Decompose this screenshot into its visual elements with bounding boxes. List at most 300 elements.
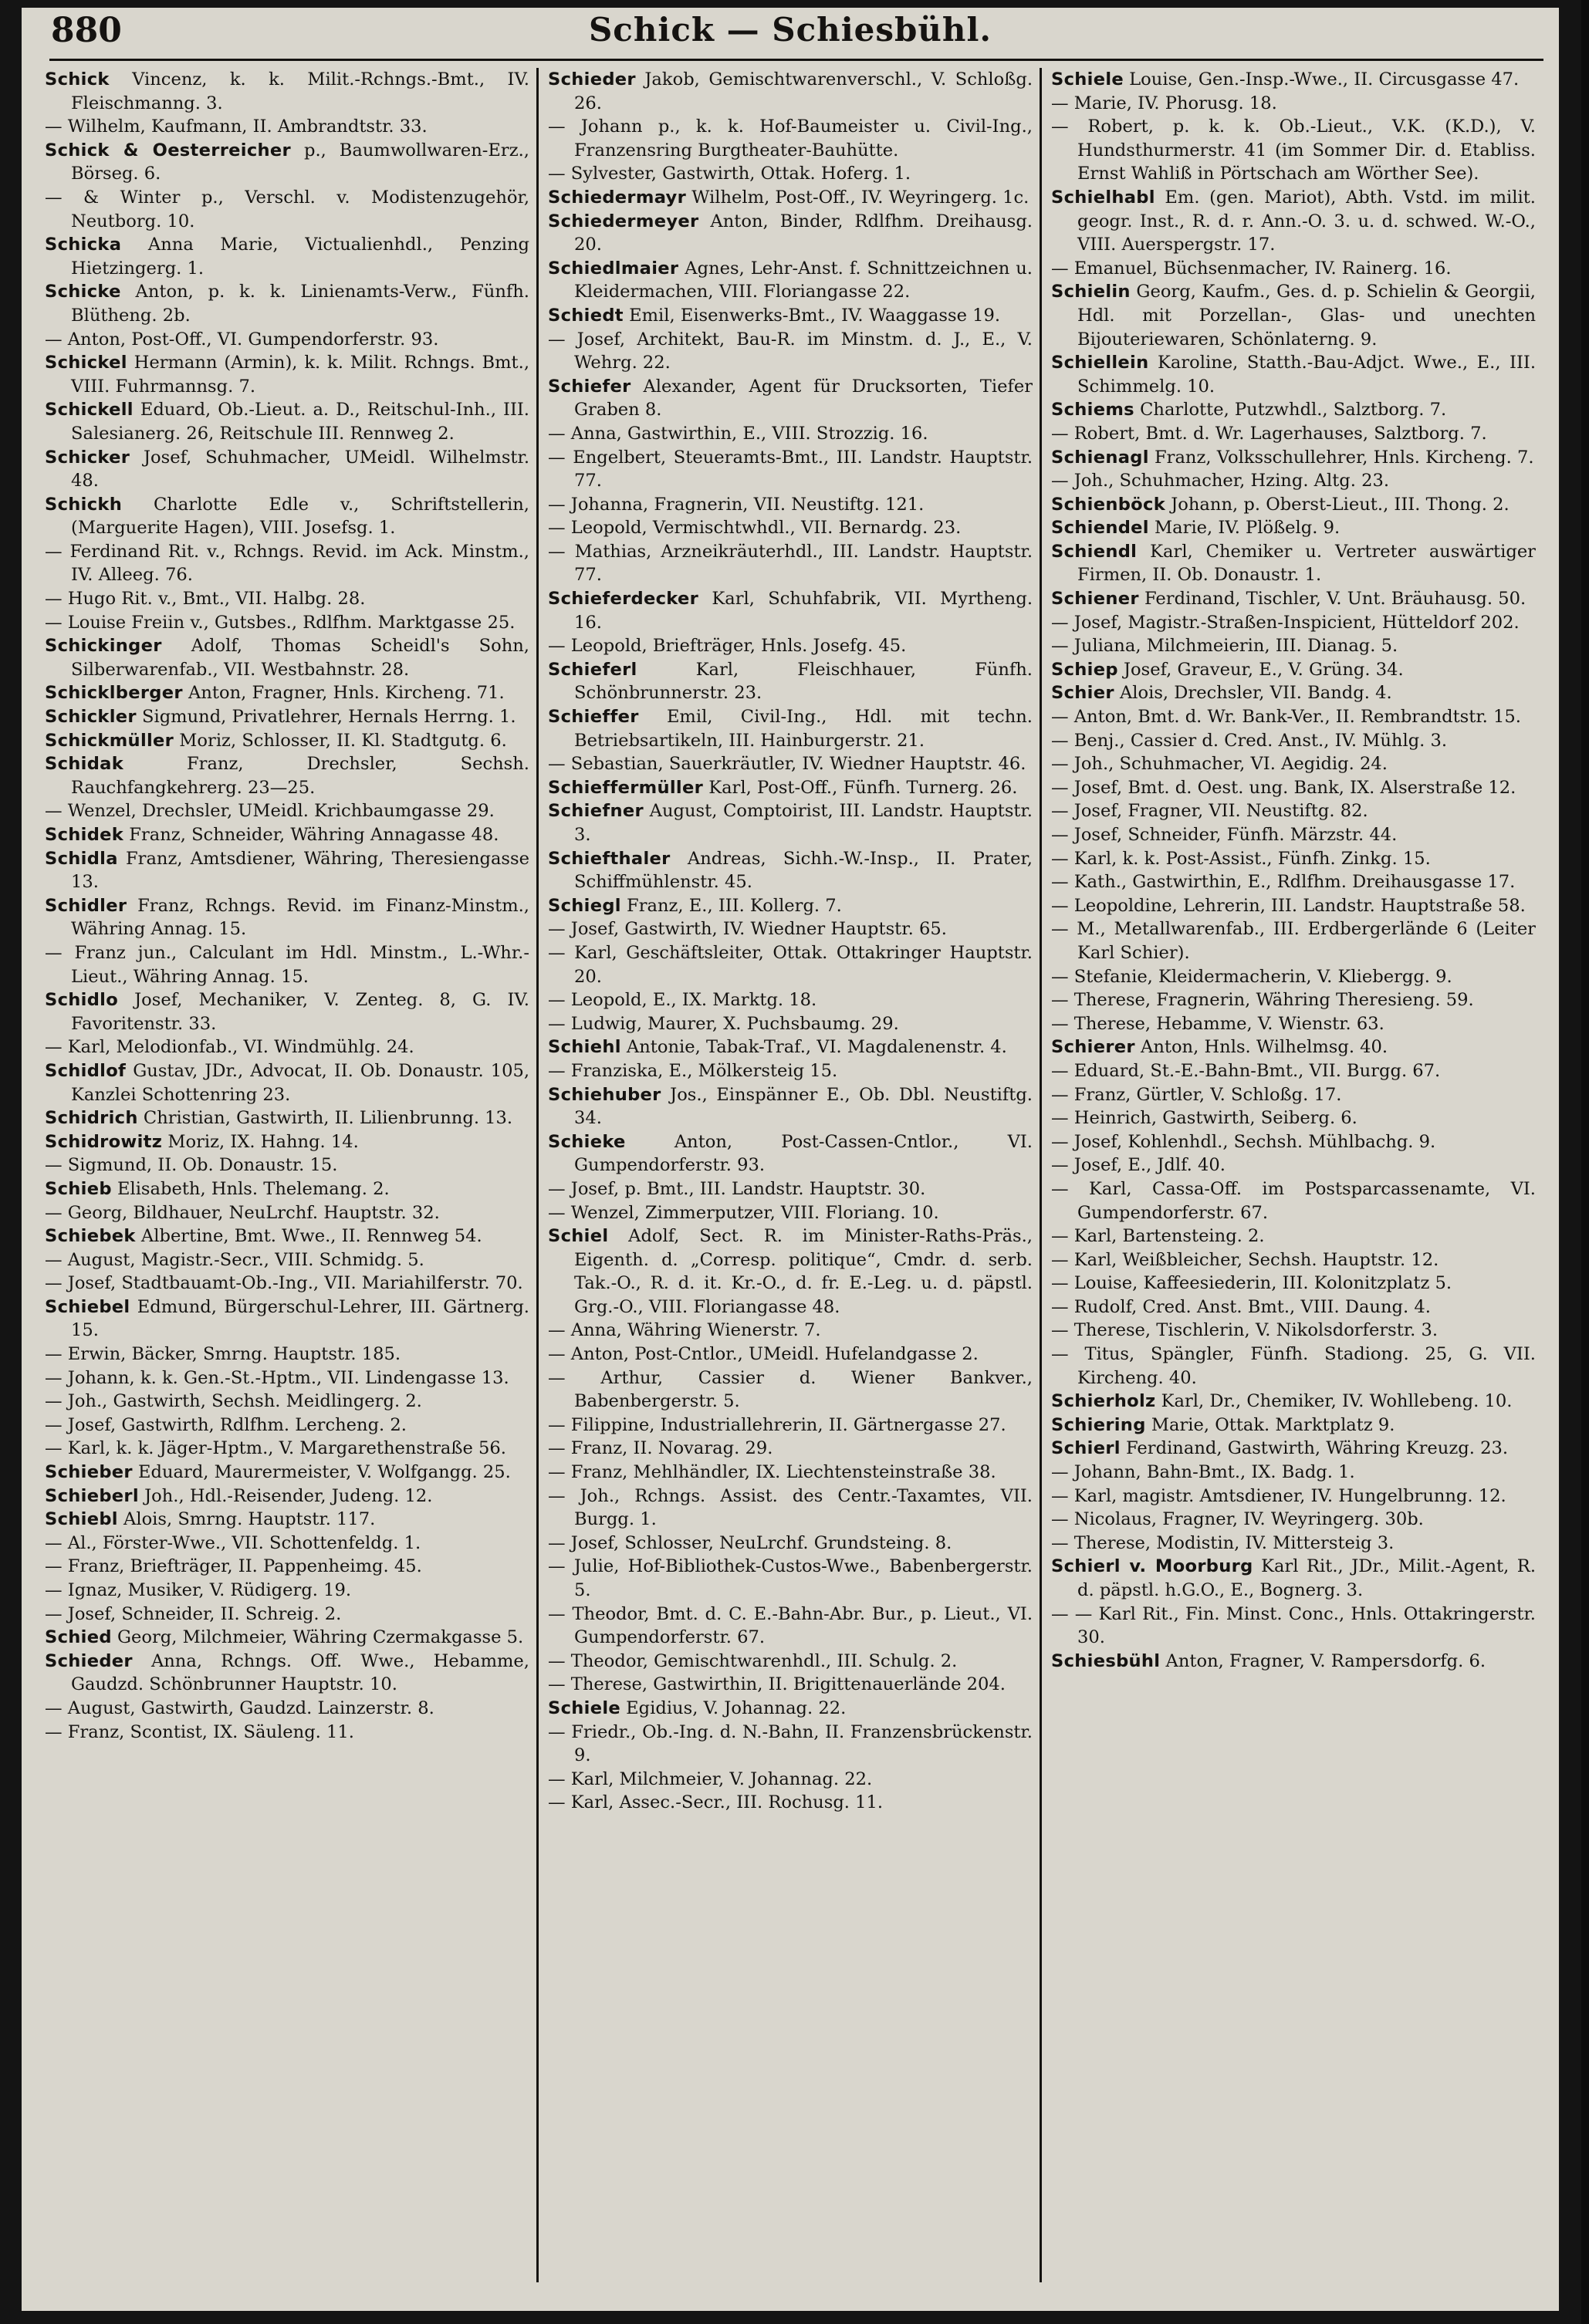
entry-surname: Schieder [548, 69, 636, 90]
entry-text: Franz, Rchngs. Revid. im Finanz-Minstm., Währing Annag. 15. [71, 895, 529, 940]
entry-text: — Louise Freiin v., Gutsbes., Rdlfhm. Marktgasse 25. [45, 612, 516, 633]
entry-surname: Schiems [1051, 400, 1134, 421]
entry-text: Franz, Schneider, Währing Annagasse 48. [123, 825, 499, 845]
directory-entry [548, 1650, 1033, 1674]
directory-entry [548, 1343, 1033, 1366]
entry-text: Marie, IV. Plößelg. 9. [1148, 518, 1341, 539]
directory-entry [548, 1532, 1033, 1556]
entry-text: Karl Rit., JDr., Milit.-Agent, R. d. päpstl. h.G.O., E., Bognerg. 3. [1077, 1556, 1536, 1600]
directory-entry [548, 1130, 1033, 1177]
directory-entry [45, 1295, 529, 1343]
entry-text: Antonie, Tabak-Traf., VI. Magdalenenstr. 4. [620, 1037, 1007, 1058]
directory-entry [1051, 469, 1536, 493]
entry-text: — Robert, p. k. k. Ob.-Lieut., V.K. (K.D.), V. Hundsthurmerstr. 41 (im Sommer Dir. d. Etabliss. Ernst Wahliß in Pörtschach am Wörther See). [1051, 117, 1536, 184]
directory-entry [1051, 1485, 1536, 1508]
directory-entry [45, 1201, 529, 1225]
entry-surname: Schieder [45, 1650, 133, 1671]
directory-entry [45, 941, 529, 988]
entry-surname: Schicklberger [45, 683, 183, 704]
directory-entry [45, 1650, 529, 1697]
column-3 [1051, 68, 1536, 2290]
directory-entry [45, 351, 529, 398]
entry-text: — Franz, Mehlhändler, IX. Liechtensteinstraße 38. [548, 1462, 996, 1483]
directory-entry [1051, 257, 1536, 281]
entry-text: Adolf, Sect. R. im Minister-Raths-Präs., Eigenth. d. „Corresp. politique“, Cmdr. d. serb. Tak.-O., R. d. it. Kr.-O., d. fr. E.-Leg. u. d. päpstl. Grg.-O., VIII. Floriangasse 48. [574, 1226, 1033, 1317]
directory-entry [1051, 446, 1536, 470]
entry-surname: Schiebel [45, 1296, 130, 1317]
entry-text: — Franz, II. Novarag. 29. [548, 1438, 773, 1459]
directory-entry [1051, 965, 1536, 989]
directory-entry [548, 1177, 1033, 1201]
directory-entry [45, 1626, 529, 1650]
entry-text: Anton, p. k. k. Linienamts-Verw., Fünfh. Blütheng. 2b. [71, 282, 529, 326]
entry-surname: Schielin [1051, 282, 1131, 302]
page-header [22, 8, 1559, 56]
directory-entry [548, 894, 1033, 918]
entry-surname: Schiehl [548, 1037, 621, 1058]
entry-text: — Benj., Cassier d. Cred. Anst., IV. Mühlg. 3. [1051, 730, 1448, 751]
directory-entry [548, 1224, 1033, 1319]
entry-text: Anna Marie, Victualienhdl., Penzing Hietzingerg. 1. [71, 235, 529, 279]
entry-surname: Schick [45, 69, 110, 90]
entry-text: — Franz, Scontist, IX. Säuleng. 11. [45, 1721, 354, 1742]
entry-text: — Karl, magistr. Amtsdiener, IV. Hungelbrunng. 12. [1051, 1485, 1506, 1506]
entry-text: Moriz, IX. Hahng. 14. [162, 1131, 359, 1152]
directory-entry [45, 68, 529, 115]
directory-entry [1051, 1414, 1536, 1437]
entry-text: Karl, Chemiker u. Vertreter auswärtiger Firmen, II. Ob. Donaustr. 1. [1077, 541, 1536, 586]
entry-text: — Leopold, E., IX. Marktg. 18. [548, 990, 817, 1011]
entry-text: — Franziska, E., Mölkersteig 15. [548, 1060, 838, 1081]
entry-surname: Schienagl [1051, 447, 1149, 468]
entry-text: — Titus, Spängler, Fünfh. Stadiong. 25, G. VII. Kircheng. 40. [1051, 1344, 1536, 1388]
directory-entry [45, 139, 529, 186]
directory-entry [1051, 1177, 1536, 1224]
directory-entry [548, 988, 1033, 1012]
entry-text: — Arthur, Cassier d. Wiener Bankver., Babenbergerstr. 5. [548, 1367, 1033, 1412]
directory-entry [45, 493, 529, 540]
directory-entry [45, 799, 529, 823]
directory-entry [45, 1532, 529, 1556]
entry-surname: Schiedermayr [548, 187, 687, 208]
directory-entry [548, 1697, 1033, 1721]
directory-entry [548, 1366, 1033, 1414]
directory-entry [45, 1485, 529, 1508]
entry-surname: Schieferl [548, 659, 637, 680]
directory-entry [45, 1248, 529, 1272]
entry-text: Karl, Fleischhauer, Fünfh. Schönbrunnerstr. 23. [574, 659, 1033, 704]
entry-text: Moriz, Schlosser, II. Kl. Stadtgutg. 6. [174, 730, 507, 751]
entry-surname: Schickel [45, 353, 127, 373]
directory-entry [548, 752, 1033, 776]
entry-text: Karl, Dr., Chemiker, IV. Wohllebeng. 10. [1155, 1391, 1513, 1412]
directory-entry [45, 1603, 529, 1626]
directory-entry [45, 233, 529, 280]
entry-text: Anton, Post-Cassen-Cntlor., VI. Gumpendorferstr. 93. [574, 1131, 1033, 1176]
directory-entry [548, 917, 1033, 941]
entry-text: — Marie, IV. Phorusg. 18. [1051, 93, 1277, 113]
entry-surname: Schidla [45, 848, 118, 869]
entry-surname: Schiep [1051, 659, 1118, 680]
entry-text: — Joh., Schuhmacher, Hzing. Altg. 23. [1051, 471, 1390, 491]
entry-text: — Karl, Cassa-Off. im Postsparcassenamte, VI. Gumpendorferstr. 67. [1051, 1178, 1536, 1223]
entry-text: Johann, p. Oberst-Lieut., III. Thong. 2. [1165, 494, 1510, 515]
entry-text: Gustav, JDr., Advocat, II. Ob. Donaustr. 105, Kanzlei Schottenring 23. [71, 1060, 529, 1105]
entry-text: Andreas, Sichh.-W.-Insp., II. Prater, Schiffmühlenstr. 45. [574, 848, 1033, 893]
directory-entry [1051, 681, 1536, 705]
entry-text: — Erwin, Bäcker, Smrng. Hauptstr. 185. [45, 1344, 401, 1365]
entry-text: — Ferdinand Rit. v., Rchngs. Revid. im Ack. Minstm., IV. Alleeg. 76. [45, 541, 529, 586]
directory-entry [45, 446, 529, 493]
directory-entry [1051, 1248, 1536, 1272]
entry-surname: Schiellein [1051, 353, 1149, 373]
directory-entry [45, 1555, 529, 1579]
directory-entry [1051, 1532, 1536, 1556]
entry-text: Agnes, Lehr-Anst. f. Schnittzeichnen u. Kleidermachen, VIII. Floriangasse 22. [574, 258, 1033, 302]
entry-surname: Schidlof [45, 1060, 127, 1081]
entry-text: Ferdinand, Tischler, V. Unt. Bräuhausg. 50. [1138, 589, 1526, 610]
entry-surname: Schiebek [45, 1226, 136, 1247]
directory-entry [45, 1035, 529, 1059]
directory-entry [1051, 1295, 1536, 1319]
directory-entry [45, 681, 529, 705]
entry-text: — Karl, Milchmeier, V. Johannag. 22. [548, 1768, 873, 1789]
directory-entry [1051, 92, 1536, 116]
directory-entry [548, 1555, 1033, 1602]
directory-entry [1051, 1508, 1536, 1532]
entry-text: — Wenzel, Drechsler, UMeidl. Krichbaumgasse 29. [45, 801, 495, 822]
entry-text: — Therese, Modistin, IV. Mittersteig 3. [1051, 1532, 1395, 1553]
entry-surname: Schieffer [548, 707, 639, 728]
entry-text: — Josef, Schneider, II. Schreig. 2. [45, 1603, 342, 1624]
entry-surname: Schienböck [1051, 494, 1166, 515]
entry-surname: Schickler [45, 707, 137, 728]
directory-entry [548, 304, 1033, 328]
entry-text: — Hugo Rit. v., Bmt., VII. Halbg. 28. [45, 589, 366, 610]
directory-entry [1051, 1437, 1536, 1461]
entry-text: Franz, E., III. Kollerg. 7. [620, 895, 842, 916]
directory-entry [548, 115, 1033, 162]
directory-entry [45, 115, 529, 139]
directory-entry [1051, 540, 1536, 587]
directory-entry [548, 634, 1033, 658]
directory-entry [1051, 611, 1536, 635]
entry-text: Karoline, Statth.-Bau-Adjct. Wwe., E., III. Schimmelg. 10. [1077, 353, 1536, 397]
entry-surname: Schiefner [548, 801, 644, 822]
directory-entry [45, 398, 529, 445]
entry-surname: Schielhabl [1051, 187, 1155, 208]
directory-entry [1051, 870, 1536, 894]
entry-text: Franz, Volksschullehrer, Hnls. Kircheng. 7. [1148, 447, 1534, 468]
entry-text: — Josef, Schneider, Fünfh. Märzstr. 44. [1051, 825, 1398, 845]
entry-text: — Engelbert, Steueramts-Bmt., III. Landstr. Hauptstr. 77. [548, 447, 1033, 491]
entry-text: — Sebastian, Sauerkräutler, IV. Wiedner Hauptstr. 46. [548, 754, 1026, 775]
entry-text: Anna, Rchngs. Off. Wwe., Hebamme, Gaudzd. Schönbrunner Hauptstr. 10. [71, 1650, 529, 1695]
directory-entry [548, 799, 1033, 846]
directory-entry [1051, 351, 1536, 398]
entry-text: — Leopold, Briefträger, Hnls. Josefg. 45. [548, 636, 907, 657]
directory-entry [548, 493, 1033, 517]
directory-entry [45, 1721, 529, 1745]
entry-text: — Stefanie, Kleidermacherin, V. Kliebergg. 9. [1051, 966, 1452, 987]
directory-entry [548, 1083, 1033, 1130]
entry-surname: Schiedt [548, 305, 624, 326]
directory-entry [1051, 1461, 1536, 1485]
directory-entry [1051, 493, 1536, 517]
entry-text: — Therese, Hebamme, V. Wienstr. 63. [1051, 1013, 1384, 1034]
entry-text: — Karl, Weißbleicher, Sechsh. Hauptstr. 12. [1051, 1249, 1439, 1270]
entry-surname: Schiel [548, 1226, 609, 1247]
directory-entry [45, 894, 529, 941]
directory-entry [548, 540, 1033, 587]
directory-entry [1051, 917, 1536, 964]
entry-text: — Johanna, Fragnerin, VII. Neustiftg. 121. [548, 494, 925, 515]
directory-entry [1051, 1083, 1536, 1107]
entry-text: Adolf, Thomas Scheidl's Sohn, Silberwarenfab., VII. Westbahnstr. 28. [71, 636, 529, 680]
directory-entry [1051, 658, 1536, 682]
directory-entry [548, 1485, 1033, 1532]
entry-text: — Ignaz, Musiker, V. Rüdigerg. 19. [45, 1580, 352, 1600]
directory-entry [45, 611, 529, 635]
directory-entry [1051, 1390, 1536, 1414]
entry-text: Emil, Civil-Ing., Hdl. mit techn. Betriebsartikeln, III. Hainburgerstr. 21. [574, 707, 1033, 751]
directory-entry [548, 776, 1033, 800]
entry-text: Anton, Binder, Rdlfhm. Dreihausg. 20. [574, 211, 1033, 255]
directory-entry [548, 446, 1033, 493]
entry-surname: Schieb [45, 1178, 112, 1199]
entry-text: — Heinrich, Gastwirth, Seiberg. 6. [1051, 1108, 1357, 1129]
running-head: Schick — Schiesbühl. [588, 11, 992, 49]
directory-entry [548, 1035, 1033, 1059]
entry-text: Franz, Amtsdiener, Währing, Theresiengasse 13. [71, 848, 529, 893]
entry-text: Alois, Drechsler, VII. Bandg. 4. [1114, 683, 1392, 704]
entry-surname: Schidrowitz [45, 1131, 163, 1152]
entry-text: Karl, Schuhfabrik, VII. Myrtheng. 16. [574, 589, 1033, 633]
entry-surname: Schicke [45, 282, 121, 302]
directory-entry [45, 1059, 529, 1106]
entry-surname: Schicka [45, 235, 122, 255]
entry-surname: Schiendl [1051, 541, 1138, 562]
directory-entry [45, 634, 529, 681]
entry-text: — Anton, Post-Off., VI. Gumpendorferstr. 93. [45, 329, 439, 350]
entry-text: Josef, Schuhmacher, UMeidl. Wilhelmstr. 48. [71, 447, 529, 491]
directory-entry [45, 1390, 529, 1414]
entry-surname: Schiener [1051, 589, 1139, 610]
directory-entry [1051, 799, 1536, 823]
entry-surname: Schidek [45, 825, 124, 845]
entry-text: Sigmund, Privatlehrer, Hernals Herrng. 1. [136, 707, 516, 728]
directory-entry [1051, 1059, 1536, 1083]
entry-text: — Franz, Briefträger, II. Pappenheimg. 45. [45, 1556, 422, 1577]
entry-surname: Schiele [1051, 69, 1124, 90]
directory-entry [45, 1106, 529, 1130]
directory-entry [45, 540, 529, 587]
entry-surname: Schiele [548, 1697, 620, 1718]
entry-text: Emil, Eisenwerks-Bmt., IV. Waaggasse 19. [623, 305, 1001, 326]
entry-text: August, Comptoirist, III. Landstr. Hauptstr. 3. [574, 801, 1033, 845]
directory-entry [45, 587, 529, 611]
entry-surname: Schierholz [1051, 1391, 1156, 1412]
entry-text: — Leopold, Vermischtwhdl., VII. Bernardg. 23. [548, 518, 962, 539]
entry-text: Ferdinand, Gastwirth, Währing Kreuzg. 23. [1120, 1438, 1509, 1459]
directory-entry [45, 705, 529, 729]
directory-entry [1051, 1319, 1536, 1343]
entry-surname: Schierl [1051, 1438, 1121, 1459]
directory-entry [548, 186, 1033, 210]
directory-entry [45, 1343, 529, 1366]
directory-entry [1051, 1106, 1536, 1130]
entry-text: — Josef, E., Jdlf. 40. [1051, 1155, 1226, 1176]
directory-entry [548, 1437, 1033, 1461]
directory-entry [548, 1461, 1033, 1485]
entry-text: — Johann, Bahn-Bmt., IX. Badg. 1. [1051, 1462, 1355, 1483]
directory-entry [45, 1130, 529, 1154]
directory-entry [548, 1791, 1033, 1815]
entry-text: — Karl, Assec.-Secr., III. Rochusg. 11. [548, 1792, 884, 1813]
directory-entry [548, 1414, 1033, 1437]
entry-text: — Johann, k. k. Gen.-St.-Hptm., VII. Lindengasse 13. [45, 1367, 509, 1388]
entry-surname: Schieffermüller [548, 777, 704, 798]
entry-surname: Schier [1051, 683, 1114, 704]
directory-entry [548, 847, 1033, 894]
entry-text: — Karl, Bartensteing. 2. [1051, 1226, 1265, 1247]
entry-text: — Leopoldine, Lehrerin, III. Landstr. Hauptstraße 58. [1051, 895, 1526, 916]
entry-surname: Schidlo [45, 990, 119, 1011]
directory-entry [45, 1508, 529, 1532]
entry-text: — Ludwig, Maurer, X. Puchsbaumg. 29. [548, 1013, 899, 1034]
entry-text: — Filippine, Industriallehrerin, II. Gärtnergasse 27. [548, 1414, 1006, 1435]
directory-entry [548, 1603, 1033, 1650]
directory-entry [45, 328, 529, 352]
entry-surname: Schiedlmaier [548, 258, 679, 279]
entry-text: — Josef, Architekt, Bau-R. im Minstm. d. J., E., V. Wehrg. 22. [548, 329, 1033, 373]
entry-surname: Schiehuber [548, 1084, 661, 1105]
entry-text: — Anna, Gastwirthin, E., VIII. Strozzig. 16. [548, 423, 928, 444]
directory-entry [1051, 1603, 1536, 1650]
directory-entry [45, 280, 529, 327]
directory-entry [1051, 587, 1536, 611]
entry-text: Georg, Milchmeier, Währing Czermakgasse 5. [111, 1627, 524, 1648]
directory-entry [548, 1201, 1033, 1225]
entry-text: Albertine, Bmt. Wwe., II. Rennweg 54. [135, 1226, 482, 1247]
entry-text: Christian, Gastwirth, II. Lilienbrunng. 13. [137, 1108, 513, 1129]
entry-text: Josef, Graveur, E., V. Grüng. 34. [1117, 659, 1404, 680]
entry-text: Wilhelm, Post-Off., IV. Weyringerg. 1c. [686, 187, 1029, 208]
entry-text: — Josef, Schlosser, NeuLrchf. Grundsteing. 8. [548, 1532, 952, 1553]
entry-surname: Schiedermeyer [548, 211, 699, 231]
directory-entry [1051, 398, 1536, 422]
entry-text: — Georg, Bildhauer, NeuLrchf. Hauptstr. 32. [45, 1202, 440, 1223]
directory-entry [1051, 1224, 1536, 1248]
entry-text: Alexander, Agent für Drucksorten, Tiefer Graben 8. [574, 376, 1033, 421]
directory-entry [548, 257, 1033, 304]
directory-entry [1051, 1650, 1536, 1674]
entry-surname: Schiering [1051, 1414, 1146, 1435]
page-number: 880 [51, 11, 122, 50]
directory-entry [548, 1012, 1033, 1036]
entry-text: — Sylvester, Gastwirth, Ottak. Hoferg. 1. [548, 164, 911, 184]
directory-entry [45, 1437, 529, 1461]
entry-text: — Eduard, St.-E.-Bahn-Bmt., VII. Burgg. 67. [1051, 1060, 1441, 1081]
entry-surname: Schiebl [45, 1509, 118, 1530]
directory-entry [1051, 1555, 1536, 1602]
directory-entry [45, 1414, 529, 1437]
directory-entry [1051, 894, 1536, 918]
entry-text: — Karl, k. k. Jäger-Hptm., V. Margarethenstraße 56. [45, 1438, 506, 1459]
entry-surname: Schickell [45, 400, 134, 421]
entry-text: — Josef, Magistr.-Straßen-Inspicient, Hütteldorf 202. [1051, 612, 1520, 633]
directory-entry [45, 1177, 529, 1201]
entry-surname: Schidler [45, 895, 127, 916]
directory-entry [1051, 634, 1536, 658]
entry-text: — Josef, Kohlenhdl., Sechsh. Mühlbachg. 9. [1051, 1131, 1436, 1152]
directory-entry [45, 752, 529, 799]
entry-text: — Al., Förster-Wwe., VII. Schottenfeldg. 1. [45, 1532, 421, 1553]
entry-text: — Therese, Tischlerin, V. Nikolsdorferstr. 3. [1051, 1320, 1439, 1341]
entry-text: Jakob, Gemischtwarenverschl., V. Schloßg. 26. [574, 69, 1033, 113]
directory-entry [1051, 280, 1536, 351]
directory-entry [1051, 1343, 1536, 1390]
entry-surname: Schieber [45, 1462, 133, 1483]
entry-text: Georg, Kaufm., Ges. d. p. Schielin & Georgii, Hdl. mit Porzellan-, Glas- und unechten Bijouteriewaren, Schönlaterng. 9. [1077, 282, 1536, 350]
entry-text: — Josef, Bmt. d. Oest. ung. Bank, IX. Alserstraße 12. [1051, 777, 1516, 798]
entry-text: — Robert, Bmt. d. Wr. Lagerhauses, Salztborg. 7. [1051, 423, 1487, 444]
directory-entry [1051, 705, 1536, 729]
directory-entry [1051, 752, 1536, 776]
entry-surname: Schick & Oesterreicher [45, 140, 291, 160]
directory-entry [548, 941, 1033, 988]
directory-entry [1051, 1154, 1536, 1177]
entry-text: Charlotte Edle v., Schriftstellerin, (Marguerite Hagen), VIII. Josefsg. 1. [71, 494, 529, 539]
entry-text: Eduard, Ob.-Lieut. a. D., Reitschul-Inh., III. Salesianerg. 26, Reitschule III. Rennweg 2. [71, 400, 529, 444]
entry-text: Alois, Smrng. Hauptstr. 117. [117, 1509, 376, 1530]
directory-entry [45, 847, 529, 894]
directory-entry [1051, 1012, 1536, 1036]
entry-text: — Friedr., Ob.-Ing. d. N.-Bahn, II. Franzensbrückenstr. 9. [548, 1721, 1033, 1766]
directory-entry [548, 1721, 1033, 1768]
directory-entry [1051, 776, 1536, 800]
entry-text: — Louise, Kaffeesiederin, III. Kolonitzplatz 5. [1051, 1273, 1452, 1294]
directory-entry [45, 729, 529, 753]
directory-entry [548, 587, 1033, 634]
entry-text: — Karl, Geschäftsleiter, Ottak. Ottakringer Hauptstr. 20. [548, 942, 1033, 987]
entry-surname: Schierl v. Moorburg [1051, 1556, 1253, 1577]
entry-surname: Schiendel [1051, 518, 1149, 539]
entry-surname: Schidak [45, 754, 124, 775]
entry-text: Franz, Drechsler, Sechsh. Rauchfangkehrerg. 23—25. [71, 754, 529, 798]
directory-entry [548, 162, 1033, 186]
entry-surname: Schied [45, 1627, 112, 1648]
directory-entry [45, 988, 529, 1035]
entry-surname: Schickmüller [45, 730, 174, 751]
entry-text: — Franz jun., Calculant im Hdl. Minstm., L.-Whr.-Lieut., Währing Annag. 15. [45, 942, 529, 987]
entry-text: Eduard, Maurermeister, V. Wolfgangg. 25. [132, 1462, 511, 1483]
entry-surname: Schierer [1051, 1037, 1135, 1058]
directory-entry [45, 186, 529, 233]
entry-text: — & Winter p., Verschl. v. Modistenzugehör, Neutborg. 10. [45, 187, 529, 231]
column-rule [536, 68, 539, 2282]
entry-text: — Josef, Gastwirth, Rdlfhm. Lercheng. 2. [45, 1414, 407, 1435]
entry-text: Vincenz, k. k. Milit.-Rchngs.-Bmt., IV. Fleischmanng. 3. [71, 69, 529, 113]
column-2 [548, 68, 1033, 2290]
entry-text: — Karl, k. k. Post-Assist., Fünfh. Zinkg. 15. [1051, 848, 1431, 869]
entry-text: Elisabeth, Hnls. Thelemang. 2. [111, 1178, 390, 1199]
entry-text: — Johann p., k. k. Hof-Baumeister u. Civil-Ing., Franzensring Burgtheater-Bauhütte. [548, 117, 1033, 160]
entry-text: Em. (gen. Mariot), Abth. Vstd. im milit. geogr. Inst., R. d. r. Ann.-O. 3. u. d. schwed. W.-O., VIII. Auerspergstr. 17. [1077, 187, 1536, 255]
entry-text: — Wenzel, Zimmerputzer, VIII. Floriang. 10. [548, 1202, 939, 1223]
entry-text: Anton, Fragner, V. Rampersdorfg. 6. [1160, 1650, 1486, 1671]
entry-surname: Schidrich [45, 1108, 138, 1129]
